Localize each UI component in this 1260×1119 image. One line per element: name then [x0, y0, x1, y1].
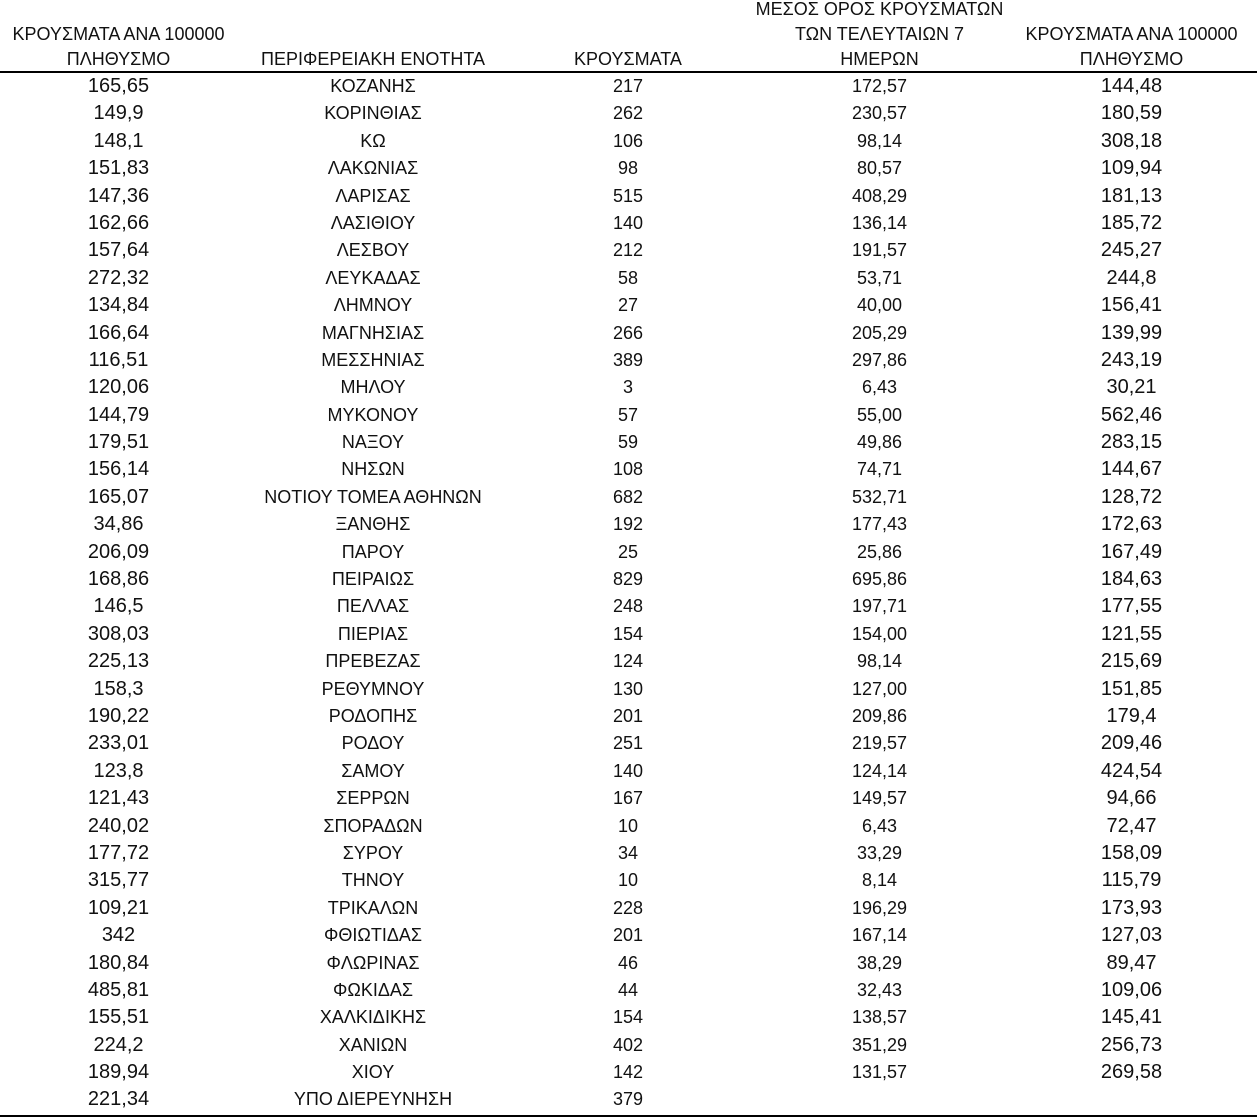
cell-cases-per-100000-right: 127,03 [1100, 924, 1163, 947]
cell-cases: 266 [612, 322, 644, 343]
cell-regional-unit: ΣΑΜΟΥ [341, 760, 405, 781]
table-row [0, 210, 1260, 237]
cell-cases: 251 [612, 733, 644, 754]
cell-cases-per-100000: 221,34 [87, 1088, 150, 1111]
cell-regional-unit: ΧΑΛΚΙΔΙΚΗΣ [319, 1007, 427, 1028]
cell-regional-unit: ΥΠΟ ΔΙΕΡΕΥΝΗΣΗ [293, 1089, 453, 1110]
cell-regional-unit: ΤΡΙΚΑΛΩΝ [327, 897, 419, 918]
cell-cases-per-100000-right: 179,4 [1106, 704, 1157, 727]
cell-cases: 44 [617, 979, 639, 1000]
cell-cases-per-100000-right: 180,59 [1100, 102, 1163, 125]
cell-cases: 34 [617, 842, 639, 863]
table-row [0, 648, 1260, 675]
cell-cases-per-100000-right: 243,19 [1100, 348, 1163, 371]
cell-regional-unit: ΠΡΕΒΕΖΑΣ [325, 651, 421, 672]
table-row [0, 128, 1260, 155]
cell-7day-average: 40,00 [856, 295, 903, 316]
cell-cases-per-100000-right: 308,18 [1100, 129, 1163, 152]
cell-cases: 192 [612, 514, 644, 535]
header-col-7day-average [752, 0, 1007, 72]
table-row [0, 429, 1260, 456]
cell-cases: 262 [612, 103, 644, 124]
cell-cases-per-100000-right: 109,06 [1100, 978, 1163, 1001]
cell-cases: 829 [612, 569, 644, 590]
table-row [0, 977, 1260, 1004]
cell-cases-per-100000: 308,03 [87, 622, 150, 645]
table-row [0, 566, 1260, 593]
cell-cases-per-100000: 240,02 [87, 814, 150, 837]
table-row [0, 265, 1260, 292]
cell-regional-unit: ΛΑΣΙΘΙΟΥ [330, 212, 416, 233]
cell-7day-average: 25,86 [856, 541, 903, 562]
cell-7day-average: 131,57 [851, 1062, 908, 1083]
cell-regional-unit: ΠΑΡΟΥ [341, 541, 405, 562]
cell-regional-unit: ΤΗΝΟΥ [341, 870, 405, 891]
cell-cases: 389 [612, 349, 644, 370]
cell-7day-average: 55,00 [856, 404, 903, 425]
cell-cases-per-100000: 225,13 [87, 650, 150, 673]
cell-cases: 154 [612, 623, 644, 644]
cell-regional-unit: ΠΙΕΡΙΑΣ [337, 623, 409, 644]
cell-7day-average: 138,57 [851, 1007, 908, 1028]
cell-regional-unit: ΡΕΘΥΜΝΟΥ [321, 678, 425, 699]
table-row [0, 730, 1260, 757]
header-col-cases [548, 47, 708, 72]
header-line: ΚΡΟΥΣΜΑΤΑ ΑΝΑ 100000 [12, 24, 225, 44]
cell-regional-unit: ΣΠΟΡΑΔΩΝ [323, 815, 423, 836]
cell-7day-average: 98,14 [856, 130, 903, 151]
cell-regional-unit: ΜΗΛΟΥ [340, 377, 406, 398]
cell-regional-unit: ΠΕΛΛΑΣ [336, 596, 410, 617]
cell-cases-per-100000: 123,8 [93, 759, 144, 782]
cell-regional-unit: ΣΕΡΡΩΝ [336, 788, 410, 809]
table-row [0, 456, 1260, 483]
cell-cases-per-100000: 272,32 [87, 266, 150, 289]
cell-cases-per-100000: 147,36 [87, 184, 150, 207]
cell-cases-per-100000-right: 158,09 [1100, 841, 1163, 864]
table-row [0, 621, 1260, 648]
cell-cases-per-100000: 177,72 [87, 841, 150, 864]
table-row [0, 840, 1260, 867]
table-row [0, 1004, 1260, 1031]
table-row [0, 183, 1260, 210]
cell-cases: 106 [612, 130, 644, 151]
table-row [0, 292, 1260, 319]
table-bottom-border [0, 1115, 1257, 1117]
cell-cases: 46 [617, 952, 639, 973]
table-row [0, 237, 1260, 264]
cell-cases: 201 [612, 925, 644, 946]
cell-7day-average: 177,43 [851, 514, 908, 535]
table-row [0, 1086, 1260, 1113]
cell-cases: 27 [617, 295, 639, 316]
cell-cases-per-100000: 233,01 [87, 732, 150, 755]
cell-cases: 140 [612, 212, 644, 233]
cell-7day-average: 8,14 [861, 870, 898, 891]
table-row [0, 374, 1260, 401]
cell-regional-unit: ΚΟΖΑΝΗΣ [330, 76, 416, 96]
cell-cases-per-100000-right: 151,85 [1100, 677, 1163, 700]
cell-cases-per-100000-right: 30,21 [1106, 376, 1157, 399]
header-col-cases-per-100000-right [1004, 22, 1259, 72]
cell-cases-per-100000-right: 215,69 [1100, 650, 1163, 673]
cell-7day-average: 205,29 [851, 322, 908, 343]
table-row [0, 320, 1260, 347]
cell-regional-unit: ΦΛΩΡΙΝΑΣ [326, 952, 420, 973]
cell-cases-per-100000: 158,3 [93, 677, 144, 700]
cell-cases-per-100000: 146,5 [93, 595, 144, 618]
table-row [0, 758, 1260, 785]
cell-cases-per-100000-right: 156,41 [1100, 294, 1163, 317]
cell-cases-per-100000-right: 245,27 [1100, 239, 1163, 262]
table-row [0, 484, 1260, 511]
cell-cases: 228 [612, 897, 644, 918]
cell-7day-average: 127,00 [851, 678, 908, 699]
cell-7day-average: 6,43 [861, 377, 898, 398]
cell-cases-per-100000: 162,66 [87, 211, 150, 234]
cell-7day-average: 53,71 [856, 267, 903, 288]
header-line: ΠΛΗΘΥΣΜΟ [1079, 49, 1184, 69]
cell-regional-unit: ΡΟΔΟΠΗΣ [328, 705, 418, 726]
cell-regional-unit: ΦΘΙΩΤΙΔΑΣ [324, 925, 422, 946]
header-line: ΤΩΝ ΤΕΛΕΥΤΑΙΩΝ 7 [795, 24, 964, 44]
cell-cases: 217 [612, 76, 644, 96]
cell-cases-per-100000: 120,06 [87, 376, 150, 399]
cell-regional-unit: ΦΩΚΙΔΑΣ [333, 979, 413, 1000]
cell-cases-per-100000: 190,22 [87, 704, 150, 727]
cell-cases-per-100000: 109,21 [87, 896, 150, 919]
cell-regional-unit: ΛΑΡΙΣΑΣ [335, 185, 411, 206]
cell-cases-per-100000-right: 115,79 [1101, 869, 1162, 892]
cell-cases: 682 [612, 486, 644, 507]
cell-regional-unit: ΝΗΣΩΝ [341, 459, 405, 480]
table-row [0, 813, 1260, 840]
table-row [0, 347, 1260, 374]
cell-7day-average: 297,86 [851, 349, 908, 370]
cell-cases: 140 [612, 760, 644, 781]
cell-cases: 25 [617, 541, 639, 562]
cell-cases: 515 [612, 185, 644, 206]
cell-regional-unit: ΣΥΡΟΥ [342, 842, 404, 863]
table-row [0, 676, 1260, 703]
cell-cases: 98 [617, 158, 639, 179]
cell-cases-per-100000-right: 94,66 [1106, 787, 1157, 810]
cell-regional-unit: ΝΑΞΟΥ [341, 432, 405, 453]
cell-cases-per-100000: 157,64 [87, 239, 150, 262]
cell-regional-unit: ΝΟΤΙΟΥ ΤΟΜΕΑ ΑΘΗΝΩΝ [264, 486, 482, 507]
cell-cases-per-100000-right: 109,94 [1100, 157, 1163, 180]
header-line: ΚΡΟΥΣΜΑΤΑ [574, 49, 682, 69]
cell-cases: 3 [622, 377, 633, 398]
cell-7day-average: 136,14 [851, 212, 908, 233]
cell-7day-average: 167,14 [851, 925, 908, 946]
cell-regional-unit: ΚΩ [360, 130, 386, 151]
cell-cases-per-100000-right: 144,67 [1100, 458, 1163, 481]
cell-regional-unit: ΛΑΚΩΝΙΑΣ [327, 158, 419, 179]
cell-cases: 167 [612, 788, 644, 809]
cell-cases-per-100000-right: 244,8 [1106, 266, 1157, 289]
table-row [0, 703, 1260, 730]
cell-7day-average: 219,57 [851, 733, 908, 754]
cell-cases: 59 [617, 432, 639, 453]
cell-cases-per-100000-right: 145,41 [1100, 1006, 1163, 1029]
cell-cases-per-100000-right: 181,13 [1100, 184, 1163, 207]
table-row [0, 511, 1260, 538]
table-row [0, 593, 1260, 620]
cell-cases-per-100000-right: 185,72 [1100, 211, 1163, 234]
cell-7day-average: 49,86 [856, 432, 903, 453]
header-line: ΗΜΕΡΩΝ [840, 49, 919, 69]
cell-7day-average: 532,71 [851, 486, 908, 507]
cell-cases-per-100000-right: 184,63 [1100, 568, 1163, 591]
table-body [0, 73, 1260, 1114]
cell-regional-unit: ΡΟΔΟΥ [341, 733, 405, 754]
table-header [0, 0, 1260, 72]
cell-cases-per-100000: 180,84 [87, 951, 150, 974]
cell-cases: 58 [617, 267, 639, 288]
cell-7day-average: 32,43 [856, 979, 903, 1000]
cell-cases-per-100000: 149,9 [93, 102, 144, 125]
cell-cases-per-100000: 179,51 [87, 431, 150, 454]
cell-7day-average: 196,29 [851, 897, 908, 918]
cell-7day-average: 191,57 [851, 240, 908, 261]
cell-cases-per-100000-right: 562,46 [1100, 403, 1163, 426]
cell-7day-average: 230,57 [851, 103, 908, 124]
cell-regional-unit: ΞΑΝΘΗΣ [335, 514, 411, 535]
cell-cases-per-100000-right: 177,55 [1100, 595, 1163, 618]
cell-cases-per-100000-right: 167,49 [1100, 540, 1163, 563]
cell-cases-per-100000: 315,77 [87, 869, 150, 892]
cell-cases: 10 [617, 870, 639, 891]
cell-cases-per-100000-right: 172,63 [1100, 513, 1163, 536]
cell-cases-per-100000-right: 72,47 [1106, 814, 1157, 837]
cell-cases-per-100000-right [1004, 1086, 1259, 1113]
cell-7day-average: 209,86 [851, 705, 908, 726]
cell-cases-per-100000: 168,86 [87, 568, 150, 591]
cell-cases-per-100000: 342 [101, 924, 136, 947]
table-row [0, 785, 1260, 812]
cell-cases-per-100000-right: 144,48 [1100, 75, 1163, 97]
table-row [0, 867, 1260, 894]
cell-cases-per-100000-right: 256,73 [1100, 1033, 1163, 1056]
cell-cases-per-100000-right: 209,46 [1100, 732, 1163, 755]
cell-7day-average: 154,00 [851, 623, 908, 644]
cell-cases-per-100000: 148,1 [93, 129, 144, 152]
cell-cases: 124 [612, 651, 644, 672]
cell-cases-per-100000: 166,64 [87, 321, 150, 344]
cell-cases-per-100000-right: 128,72 [1100, 485, 1163, 508]
cell-7day-average: 33,29 [856, 842, 903, 863]
cell-cases-per-100000: 116,51 [88, 348, 149, 371]
table-row [0, 402, 1260, 429]
cell-regional-unit: ΛΗΜΝΟΥ [333, 295, 413, 316]
cell-7day-average: 124,14 [851, 760, 908, 781]
cell-7day-average: 98,14 [856, 651, 903, 672]
cell-cases: 10 [617, 815, 639, 836]
cell-cases-per-100000-right: 89,47 [1106, 951, 1157, 974]
cell-regional-unit: ΜΥΚΟΝΟΥ [327, 404, 419, 425]
cell-cases: 142 [612, 1062, 644, 1083]
cell-7day-average: 172,57 [851, 76, 908, 96]
cell-cases-per-100000: 144,79 [87, 403, 150, 426]
cell-7day-average: 197,71 [851, 596, 908, 617]
cell-cases: 248 [612, 596, 644, 617]
table-row [0, 1032, 1260, 1059]
table-row [0, 100, 1260, 127]
cell-7day-average: 38,29 [856, 952, 903, 973]
cell-cases-per-100000-right: 173,93 [1100, 896, 1163, 919]
cell-7day-average: 6,43 [861, 815, 898, 836]
header-line: ΠΕΡΙΦΕΡΕΙΑΚΗ ΕΝΟΤΗΤΑ [260, 49, 486, 69]
cell-cases: 201 [612, 705, 644, 726]
cell-regional-unit: ΜΑΓΝΗΣΙΑΣ [321, 322, 425, 343]
cell-7day-average: 695,86 [851, 569, 908, 590]
cell-cases-per-100000: 206,09 [87, 540, 150, 563]
cell-7day-average: 149,57 [851, 788, 908, 809]
cell-regional-unit: ΧΙΟΥ [351, 1062, 395, 1083]
cell-cases-per-100000: 485,81 [87, 978, 150, 1001]
header-col-cases-per-100000-left [0, 22, 237, 72]
cell-cases-per-100000-right: 424,54 [1100, 759, 1163, 782]
cell-regional-unit: ΧΑΝΙΩΝ [338, 1034, 408, 1055]
cell-regional-unit: ΜΕΣΣΗΝΙΑΣ [321, 349, 425, 370]
cell-cases-per-100000: 165,65 [87, 75, 150, 97]
table-row [0, 895, 1260, 922]
table-row [0, 539, 1260, 566]
cell-cases: 402 [612, 1034, 644, 1055]
table-row [0, 73, 1260, 100]
header-line: ΠΛΗΘΥΣΜΟ [66, 49, 171, 69]
cell-cases-per-100000-right: 269,58 [1100, 1061, 1163, 1084]
header-line: ΚΡΟΥΣΜΑΤΑ ΑΝΑ 100000 [1025, 24, 1238, 44]
cell-cases: 130 [612, 678, 644, 699]
cell-cases-per-100000-right: 121,55 [1100, 622, 1163, 645]
table-row [0, 155, 1260, 182]
cell-7day-average: 408,29 [851, 185, 908, 206]
cell-7day-average [752, 1086, 1007, 1113]
cell-regional-unit: ΚΟΡΙΝΘΙΑΣ [324, 103, 422, 124]
cell-cases-per-100000: 156,14 [87, 458, 150, 481]
cell-cases: 154 [612, 1007, 644, 1028]
cell-cases-per-100000-right: 139,99 [1100, 321, 1163, 344]
header-line: ΜΕΣΟΣ ΟΡΟΣ ΚΡΟΥΣΜΑΤΩΝ [755, 0, 1004, 19]
cell-regional-unit: ΛΕΥΚΑΔΑΣ [325, 267, 421, 288]
cell-cases-per-100000: 134,84 [87, 294, 150, 317]
cell-cases: 57 [617, 404, 639, 425]
cell-cases-per-100000: 224,2 [93, 1033, 144, 1056]
cell-cases: 108 [612, 459, 644, 480]
cell-regional-unit: ΠΕΙΡΑΙΩΣ [331, 569, 415, 590]
cell-7day-average: 351,29 [851, 1034, 908, 1055]
cell-cases-per-100000: 151,83 [87, 157, 150, 180]
header-col-regional-unit [244, 47, 502, 72]
cell-cases-per-100000: 155,51 [87, 1006, 150, 1029]
table-row [0, 1059, 1260, 1086]
cell-cases-per-100000: 189,94 [87, 1061, 150, 1084]
table-row [0, 950, 1260, 977]
cell-7day-average: 74,71 [856, 459, 903, 480]
cell-cases-per-100000: 121,43 [87, 787, 150, 810]
cell-cases-per-100000: 165,07 [87, 485, 150, 508]
cell-7day-average: 80,57 [856, 158, 903, 179]
cell-cases: 212 [612, 240, 644, 261]
table-row [0, 922, 1260, 949]
cell-cases-per-100000-right: 283,15 [1100, 431, 1163, 454]
cell-cases-per-100000: 34,86 [93, 513, 144, 536]
cell-cases: 379 [612, 1089, 644, 1110]
cell-regional-unit: ΛΕΣΒΟΥ [336, 240, 410, 261]
